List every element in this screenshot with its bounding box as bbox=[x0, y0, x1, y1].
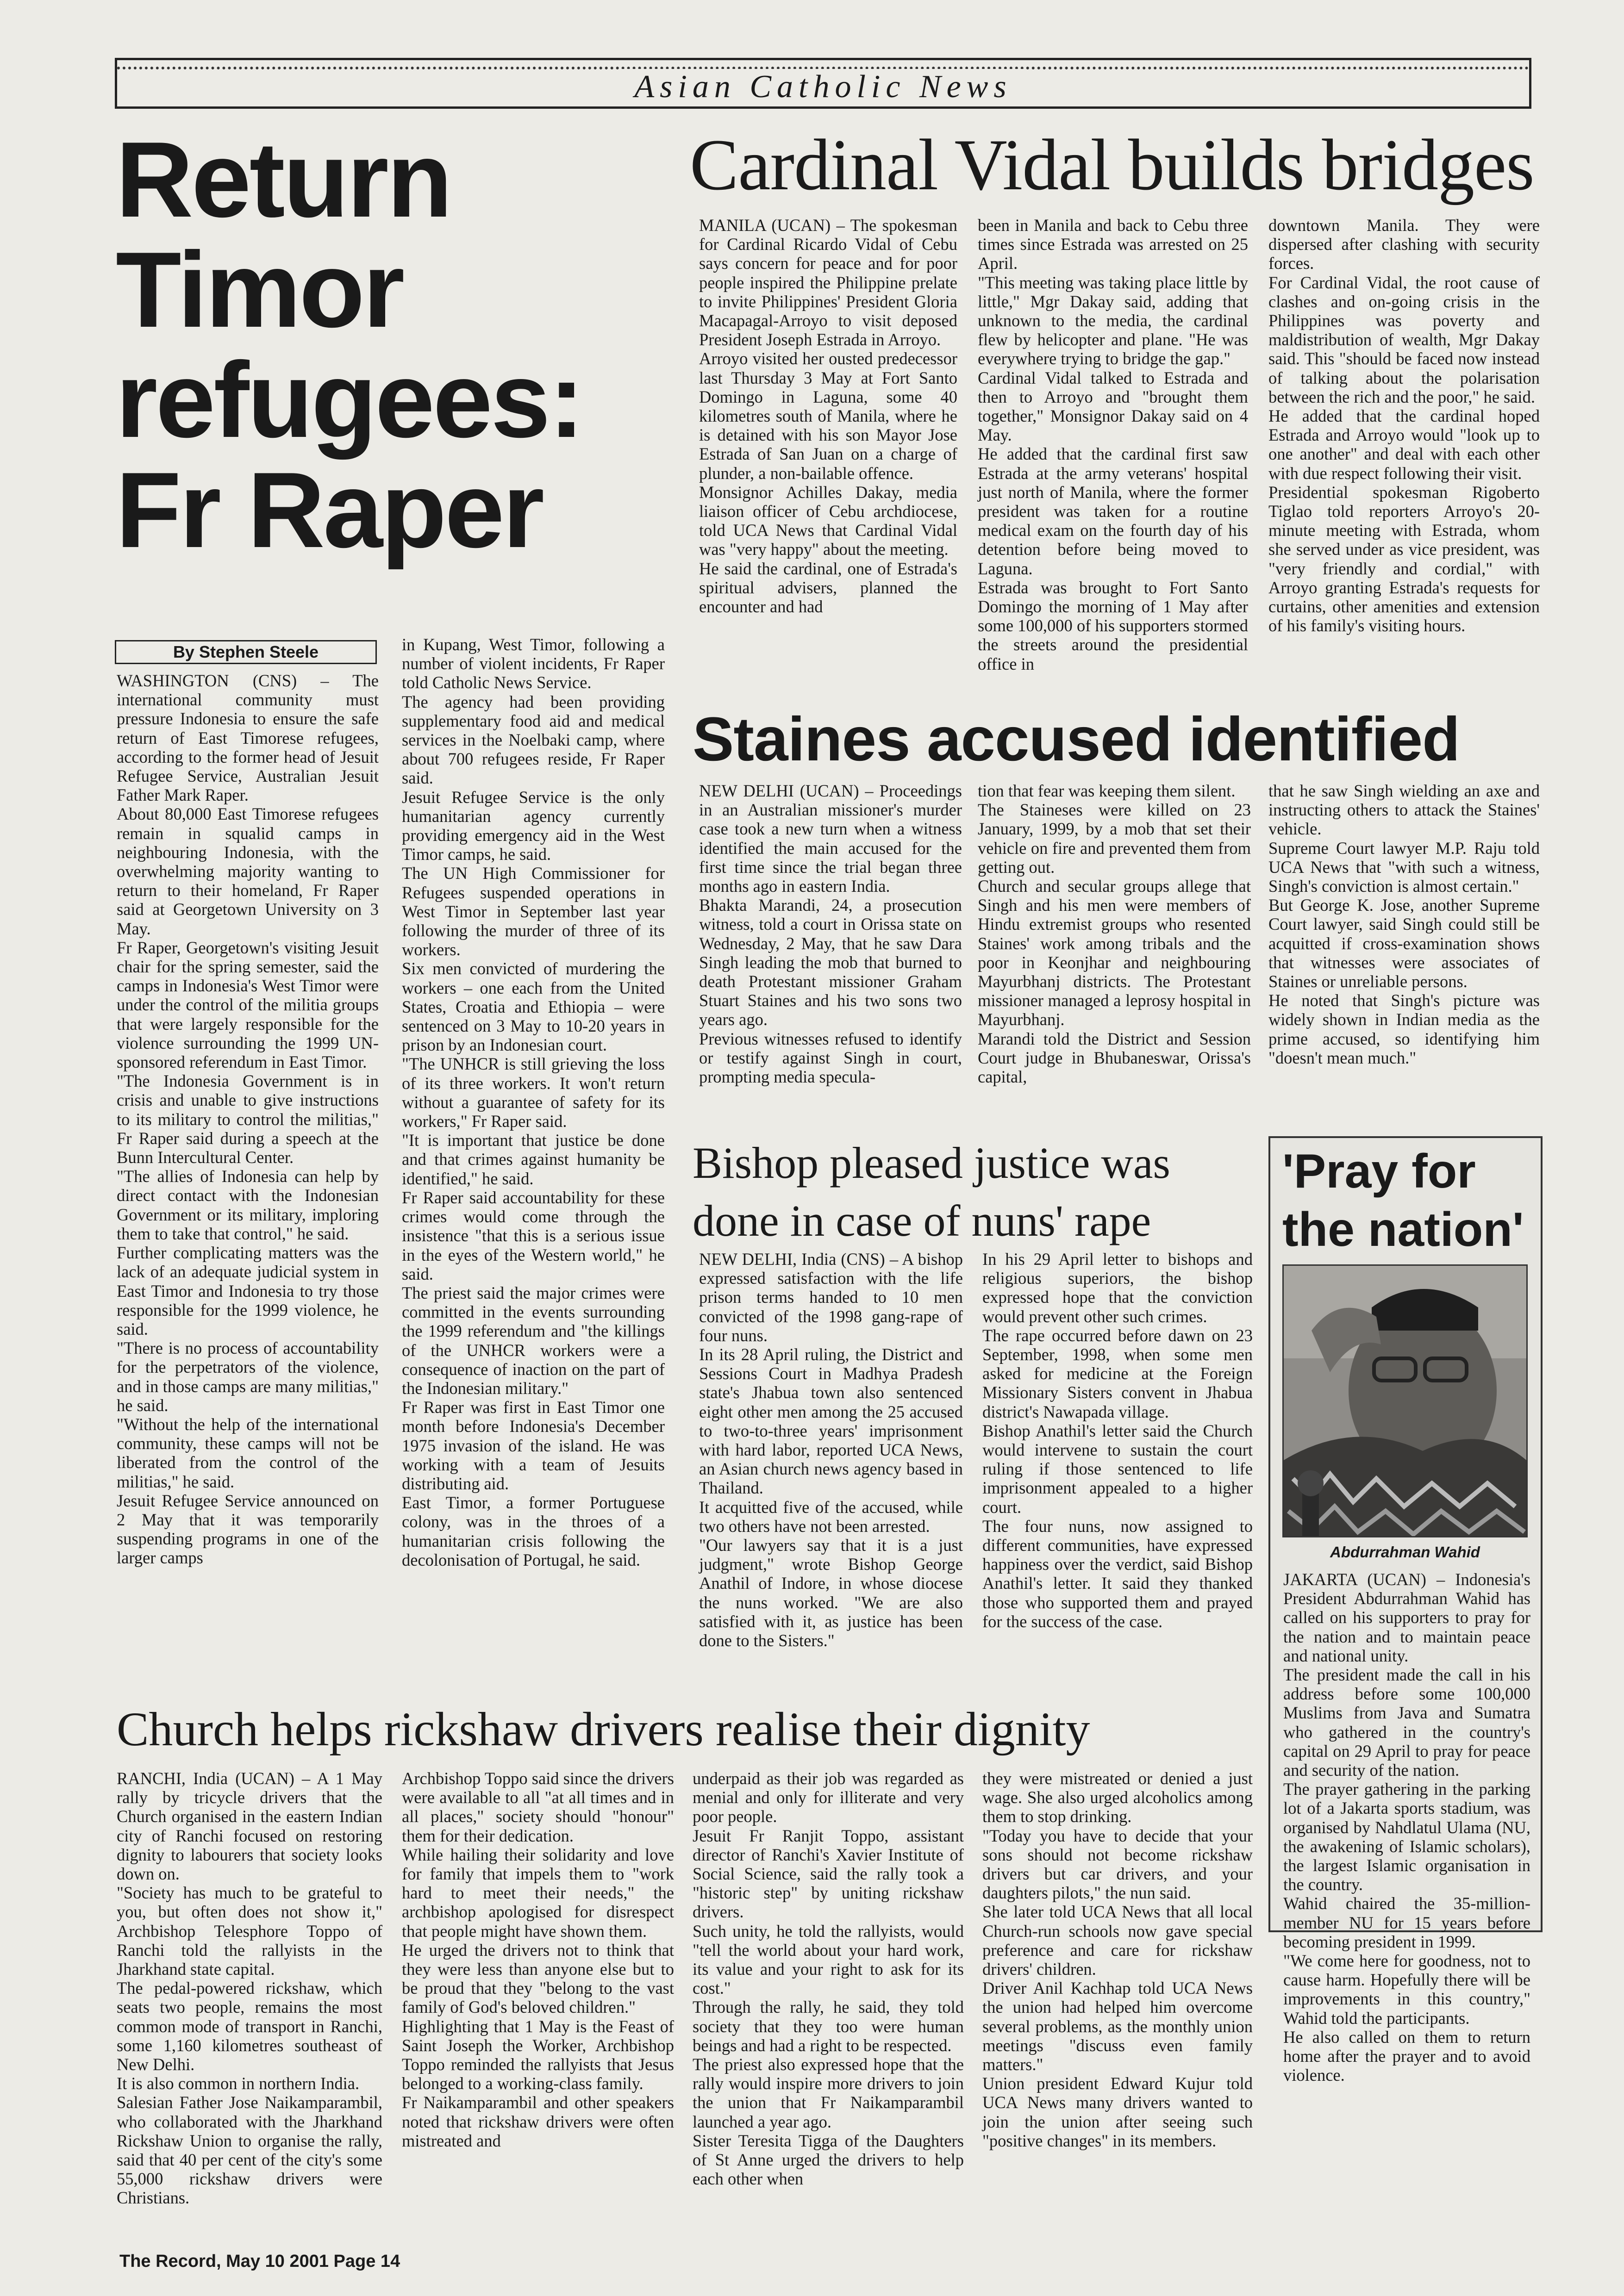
rickshaw-headline: Church helps rickshaw drivers realise their dignity bbox=[117, 1703, 1090, 1756]
wahid-portrait-image bbox=[1284, 1266, 1526, 1536]
staines-column-3: that he saw Singh wielding an axe and instructing others to attack the Staines' vehicle. Supreme Court lawyer M.P. Raju told UCA News that "with such a witness, Singh's conviction is almost certain." But George K. Jose, another Supreme Court lawyer, said Singh could still be acquitted if cross-examination shows that witnesses were associates of Staines or unreliable persons. He noted that Singh's picture was widely shown in Indian media as the prime accused, so identifying him "doesn't mean much." bbox=[1268, 781, 1540, 1067]
rickshaw-column-1: RANCHI, India (UCAN) – A 1 May rally by tricycle drivers that the Church organised in the eastern Indian city of Ranchi focused on restoring dignity to labourers that society looks down on. "Society has much to be grateful to you, but often does not show it," Archbishop Telesphore Toppo of Ranchi told the rallyists in the Jharkhand state capital. The pedal-powered rickshaw, which seats two people, remains the most common mode of transport in Ranchi, some 1,160 kilometres southeast of New Delhi. It is also common in northern India. Salesian Father Jose Naikamparambil, who collaborated with the Jharkhand Rickshaw Union to organise the rally, said that 40 per cent of the city's some 55,000 rickshaw drivers were Christians. bbox=[117, 1769, 382, 2208]
staines-headline: Staines accused identified bbox=[693, 705, 1460, 774]
vidal-column-1: MANILA (UCAN) – The spokesman for Cardinal Ricardo Vidal of Cebu says concern for peace and for poor people inspired the Philippine prelate to invite Philippines' President Gloria Macapagal-Arroyo to visit deposed President Joseph Estrada in Arroyo. Arroyo visited her ousted predecessor last Thursday 3 May at Fort Santo Domingo in Laguna, some 40 kilometres south of Manila, where he is detained with his son Mayor Jose Estrada of San Juan on a charge of plunder, a non-bailable offence. Monsignor Achilles Dakay, media liaison officer of Cebu archdiocese, told UCA News that Cardinal Vidal was "very happy" about the meeting. He said the cardinal, one of Estrada's spiritual advisers, planned the encounter and had bbox=[699, 216, 957, 616]
rickshaw-column-3: underpaid as their job was regarded as menial and only for illiterate and very poor people. Jesuit Fr Ranjit Toppo, assistant director of Ranchi's Xavier Institute of Social Science, said the rally took a "historic step" by uniting rickshaw drivers. Such unity, he told the rallyists, would "tell the world about your hard work, its value and your right to ask for its cost." Through the rally, he said, they told society that they too were human beings and had a right to be respected. The priest also expressed hope that the rally would inspire more drivers to join the union that Fr Naikamparambil launched a year ago. Sister Teresita Tigga of the Daughters of St Anne urged the drivers to help each other when bbox=[693, 1769, 964, 2189]
bishop-headline: Bishop pleased justice was done in case of nuns' rape bbox=[693, 1138, 1170, 1245]
page-footer: The Record, May 10 2001 Page 14 bbox=[119, 2252, 400, 2271]
rickshaw-column-2: Archbishop Toppo said since the drivers were available to all "at all times and in all places," society should "honour" them for their dedication. While hailing their solidarity and love for family that impels them to "work hard to meet their needs," the archbishop apologised for disrespect that people might have shown them. He urged the drivers not to think that they were less than anyone else but to be proud that they "belong to the vast family of God's beloved children." Highlighting that 1 May is the Feast of Saint Joseph the Worker, Archbishop Toppo reminded the rallyists that Jesus belonged to a working-class family. Fr Naikamparambil and other speakers noted that rickshaw drivers were often mistreated and bbox=[402, 1769, 674, 2150]
masthead-title: Asian Catholic News bbox=[621, 69, 1024, 105]
masthead-banner bbox=[115, 58, 1531, 109]
timor-column-1: WASHINGTON (CNS) – The international community must pressure Indonesia to ensure the safe return of East Timorese refugees, according to the former head of Jesuit Refugee Service, Australian Jesuit Father Mark Raper. About 80,000 East Timorese refugees remain in squalid camps in neighbouring Indonesia, with the overwhelming majority wanting to return to their homeland, Fr Raper said at Georgetown University on 3 May. Fr Raper, Georgetown's visiting Jesuit chair for the spring semester, said the camps in Indonesia's West Timor were under the control of the militia groups that were largely responsible for the violence surrounding the 1999 UN-sponsored referendum in East Timor. "The Indonesia Government is in crisis and unable to give instructions to its military to control the militias," Fr Raper said during a speech at the Bunn Intercultural Center. "The allies of Indonesia can help by direct contact with the Indonesian Government or its military, imploring them to take that control," he said. Further complicating matters was the lack of an adequate judicial system in East Timor and Indonesia to try those responsible for the 1999 violence, he said. "There is no process of accountability for the perpetrators of the violence, and in those camps are many militias," he said. "Without the help of the international community, these camps will not be liberated from the control of the militias," he said. Jesuit Refugee Service announced on 2 May that it was temporarily suspending programs in one of the larger camps bbox=[117, 671, 379, 1568]
pray-headline: 'Pray for the nation' bbox=[1282, 1145, 1524, 1257]
vidal-column-2: been in Manila and back to Cebu three times since Estrada was arrested on 25 April. "This meeting was taking place little by little," Mgr Dakay said, adding that unknown to the media, the cardinal flew by helicopter and plane. "He was everywhere trying to bridge the gap." Cardinal Vidal talked to Estrada and then to Arroyo and "brought them together," Monsignor Dakay said on 4 May. He added that the cardinal first saw Estrada at the army veterans' hospital just north of Manila, where the former president was taken for a routine medical exam on the fourth day of his detention before being moved to Laguna. Estrada was brought to Fort Santo Domingo the morning of 1 May after some 100,000 of his supporters stormed the streets around the presidential office in bbox=[978, 216, 1248, 673]
staines-column-1: NEW DELHI (UCAN) – Proceedings in an Australian missioner's murder case took a new turn when a witness identified the main accused for the first time since the trial began three months ago in eastern India. Bhakta Marandi, 24, a prosecution witness, told a court in Orissa state on Wednesday, 2 May, that he saw Dara Singh leading the mob that burned to death Protestant missioner Graham Stuart Staines and his two sons two years ago. Previous witnesses refused to identify or testify against Singh in court, prompting media specula- bbox=[699, 781, 962, 1087]
timor-column-2: in Kupang, West Timor, following a number of violent incidents, Fr Raper told Catholic News Service. The agency had been providing supplementary food aid and medical services in the Noelbaki camp, where about 700 refugees reside, Fr Raper said. Jesuit Refugee Service is the only humanitarian agency currently providing emergency aid in the West Timor camps, he said. The UN High Commissioner for Refugees suspended operations in West Timor in September last year following the murder of three of its workers. Six men convicted of murdering the workers – one each from the United States, Croatia and Ethiopia – were sentenced on 3 May to 10-20 years in prison by an Indonesian court. "The UNHCR is still grieving the loss of its three workers. It won't return without a guarantee of safety for its workers," Fr Raper said. "It is important that justice be done and that crimes against humanity be identified," he said. Fr Raper said accountability for these crimes would come through the insistence "that this is a serious issue in the eyes of the Western world," he said. The priest said the major crimes were committed in the events surrounding the 1999 referendum and "the killings of the UNHCR workers were a consequence of inaction on the part of the Indonesian military." Fr Raper was first in East Timor one month before Indonesia's December 1975 invasion of the island. He was working with a team of Jesuits distributing aid. East Timor, a former Portuguese colony, was in the throes of a humanitarian crisis following the decolonisation of Portugal, he said. bbox=[402, 635, 665, 1569]
rickshaw-column-4: they were mistreated or denied a just wage. She also urged alcoholics among them to stop drinking. "Today you have to decide that your sons should not become rickshaw drivers but car drivers, and your daughters pilots," the nun said. She later told UCA News that all local Church-run schools now gave special preference and care for rickshaw drivers' children. Driver Anil Kachhap told UCA News the union had helped him overcome several problems, as the monthly union meetings "discuss even family matters." Union president Edward Kujur told UCA News many drivers wanted to join the union after seeing such "positive changes" in its members. bbox=[982, 1769, 1253, 2150]
vidal-column-3: downtown Manila. They were dispersed after clashing with security forces. For Cardinal Vidal, the root cause of clashes and on-going crisis in the Philippines was poverty and maldistribution of wealth, Mgr Dakay said. This "should be faced now instead of talking about the polarisation between the rich and the poor," he said. He added that the cardinal hoped Estrada and Arroyo would "look up to one another" and deal with each other with due respect following their visit. Presidential spokesman Rigoberto Tiglao told reporters Arroyo's 20-minute meeting with Estrada, whom she served under as vice president, was "very friendly and cordial," with Arroyo granting Estrada's requests for curtains, other amenities and extension of his family's visiting hours. bbox=[1268, 216, 1540, 635]
timor-headline: Return Timor refugees: Fr Raper bbox=[116, 120, 583, 570]
pray-body: JAKARTA (UCAN) – Indonesia's President Abdurrahman Wahid has called on his supporters to pray for the nation and to maintain peace and national unity. The president made the call in his address before some 100,000 Muslims from Java and Sumatra who gathered in the country's capital on 29 April to pray for peace and security of the nation. The prayer gathering in the parking lot of a Jakarta sports stadium, was organised by Nahdlatul Ulama (NU, the awakening of Islamic scholars), the largest Islamic organisation in the country. Wahid chaired the 35-million-member NU for 15 years before becoming president in 1999. "We come here for goodness, not to cause harm. Hopefully there will be improvements in this country," Wahid told the participants. He also called on them to return home after the prayer and to avoid violence. bbox=[1283, 1570, 1530, 2085]
bishop-column-1: NEW DELHI, India (CNS) – A bishop expressed satisfaction with the life prison terms handed to 10 men convicted of the 1998 gang-rape of four nuns. In its 28 April ruling, the District and Sessions Court in Madhya Pradesh state's Jhabua town also sentenced eight other men among the 25 accused to two-to-three years' imprisonment with hard labor, reported UCA News, an Asian church news agency based in Thailand. It acquitted five of the accused, while two others have not been arrested. "Our lawyers say that it is a just judgment," wrote Bishop George Anathil of Indore, in whose diocese the nuns worked. "We are also satisfied with it, as justice has been done to the Sisters." bbox=[699, 1250, 963, 1650]
wahid-photo bbox=[1282, 1264, 1528, 1537]
vidal-headline: Cardinal Vidal builds bridges bbox=[690, 124, 1534, 205]
bishop-column-2: In his 29 April letter to bishops and religious superiors, the bishop expressed hope that the conviction would prevent other such crimes. The rape occurred before dawn on 23 September, 1998, when some men asked for medicine at the Foreign Missionary Sisters convent in Jhabua district's Nawapada village. Bishop Anathil's letter said the Church would intervene to sustain the court ruling if those sentenced to life imprisonment appealed to a higher court. The four nuns, now assigned to different communities, have expressed happiness over the verdict, said Bishop Anathil's letter. It said they thanked those who supported them and prayed for the success of the case. bbox=[982, 1250, 1253, 1631]
wahid-photo-caption: Abdurrahman Wahid bbox=[1330, 1543, 1480, 1561]
staines-column-2: tion that fear was keeping them silent. The Staineses were killed on 23 January, 1999, by a mob that set their vehicle on fire and prevented them from getting out. Church and secular groups allege that Singh and his men were members of Hindu extremist groups who resented Staines' work among tribals and the poor in Keonjhar and neighbouring Mayurbhanj districts. The Protestant missioner managed a leprosy hospital in Mayurbhanj. Marandi told the District and Session Court judge in Bhubaneswar, Orissa's capital, bbox=[978, 781, 1251, 1087]
timor-byline: By Stephen Steele bbox=[115, 640, 377, 664]
